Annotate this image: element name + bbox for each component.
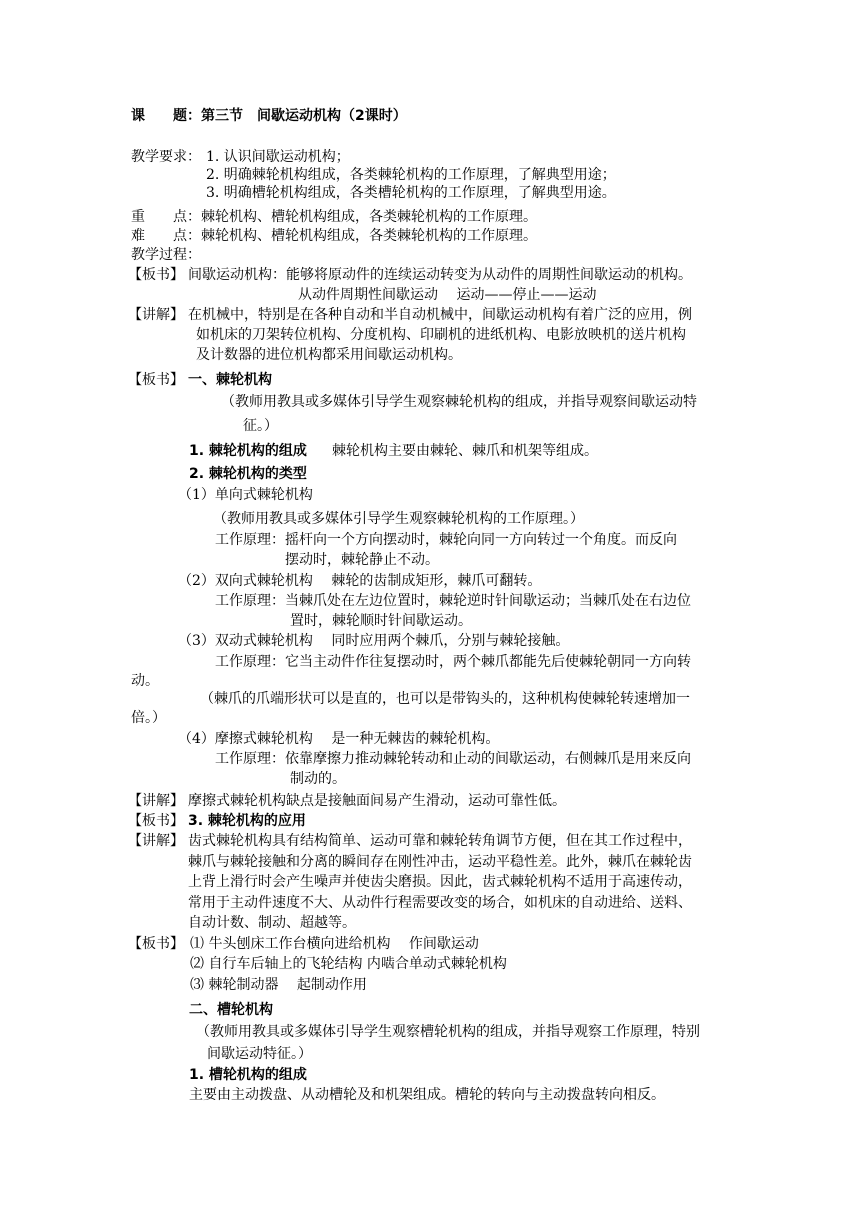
list-item: ⑵ 自行车后轴上的飞轮结构 内啮合单动式棘轮机构: [190, 956, 507, 972]
text-line: 置时，棘轮顺时针间歇运动。: [290, 613, 472, 629]
text-line: （1）单向式棘轮机构: [178, 487, 313, 503]
section-heading: 一、棘轮机构: [188, 372, 272, 388]
text-line: 动。: [131, 673, 159, 689]
text-line: （教师用教具或多媒体引导学生观察槽轮机构的组成，并指导观察工作原理，特别: [196, 1024, 700, 1040]
subheading: 2. 棘轮机构的类型: [189, 466, 307, 482]
text-line: 在机械中，特别是在各种自动和半自动机械中，间歇运动机构有着广泛的应用，例: [188, 307, 692, 323]
text-line: （棘爪的爪端形状可以是直的，也可以是带钩头的，这种机构使棘轮转速增加一: [200, 691, 690, 707]
difficult-points: 难 点：棘轮机构、槽轮机构组成，各类棘轮机构的工作原理。: [131, 228, 537, 244]
lesson-title: 课 题：第三节 间歇运动机构（2课时）: [131, 108, 407, 124]
text-line: 主要由主动拨盘、从动槽轮及和机架组成。槽轮的转向与主动拨盘转向相反。: [189, 1087, 665, 1103]
list-item: ⑶ 棘轮制动器 起制动作用: [190, 977, 367, 993]
section-heading: 二、槽轮机构: [189, 1002, 273, 1018]
text-line: （教师用教具或多媒体引导学生观察棘轮机构的组成，并指导观察间歇运动特: [221, 394, 697, 410]
text-line: 工作原理：它当主动件作往复摆动时，两个棘爪都能先后使棘轮朝同一方向转: [215, 654, 691, 670]
text-line: 摆动时，棘轮静止不动。: [285, 552, 439, 568]
process-label: 教学过程：: [131, 247, 201, 263]
section-tag: 【板书】: [128, 372, 184, 388]
requirements-label: 教学要求：: [131, 149, 201, 165]
text-line: 棘轮机构主要由棘轮、棘爪和机架等组成。: [332, 443, 598, 459]
text-line: 常用于主动件速度不大、从动件行程需要改变的场合，如机床的自动进给、送料、: [188, 895, 692, 911]
text-line: 工作原理：依靠摩擦力推动棘轮转动和止动的间歇运动，右侧棘爪是用来反向: [215, 751, 691, 767]
list-item: ⑴ 牛头刨床工作台横向进给机构 作间歇运动: [190, 936, 479, 952]
subheading: 1. 槽轮机构的组成: [189, 1067, 307, 1083]
text-line: 制动的。: [290, 771, 346, 787]
requirement-item: 3. 明确槽轮机构组成，各类槽轮机构的工作原理，了解典型用途。: [206, 185, 616, 201]
text-line: 如机床的刀架转位机构、分度机构、印刷机的进纸机构、电影放映机的送片机构: [196, 327, 686, 343]
text-line: 工作原理：当棘爪处在左边位置时，棘轮逆时针间歇运动；当棘爪处在右边位: [215, 593, 691, 609]
section-tag: 【讲解】: [128, 833, 184, 849]
text-line: 间歇运动特征。）: [207, 1046, 312, 1062]
section-tag: 【板书】: [128, 267, 184, 283]
text-line: 上背上滑行时会产生噪声并使齿尖磨损。因此，齿式棘轮机构不适用于高速传动，: [188, 874, 692, 890]
text-line: 及计数器的进位机构都采用间歇运动机构。: [196, 347, 462, 363]
text-line: （2）双向式棘轮机构 棘轮的齿制成矩形，棘爪可翻转。: [178, 573, 542, 589]
text-line: 棘爪与棘轮接触和分离的瞬间存在刚性冲击，运动平稳性差。此外，棘爪在棘轮齿: [188, 854, 692, 870]
text-line: （4）摩擦式棘轮机构 是一种无棘齿的棘轮机构。: [178, 731, 500, 747]
text-line: （教师用教具或多媒体引导学生观察棘轮机构的工作原理。）: [213, 511, 584, 527]
text-line: 齿式棘轮机构具有结构简单、运动可靠和棘轮转角调节方便，但在其工作过程中，: [188, 833, 692, 849]
section-tag: 【板书】: [128, 813, 184, 829]
text-line: 摩擦式棘轮机构缺点是接触面间易产生滑动，运动可靠性低。: [188, 793, 566, 809]
text-line: 从动件周期性间歇运动 运动——停止——运动: [298, 287, 597, 303]
section-tag: 【讲解】: [128, 793, 184, 809]
key-points: 重 点：棘轮机构、槽轮机构组成，各类棘轮机构的工作原理。: [131, 209, 537, 225]
text-line: 征。）: [243, 418, 278, 434]
text-line: （3）双动式棘轮机构 同时应用两个棘爪，分别与棘轮接触。: [178, 633, 570, 649]
text-line: 间歇运动机构：能够将原动件的连续运动转变为从动件的周期性间歇运动的机构。: [188, 267, 692, 283]
requirement-item: 1. 认识间歇运动机构；: [206, 149, 350, 165]
text-line: 倍。）: [131, 710, 166, 726]
subheading: 3. 棘轮机构的应用: [188, 813, 306, 829]
text-line: 工作原理：摇杆向一个方向摆动时，棘轮向同一方向转过一个角度。而反向: [215, 532, 677, 548]
section-tag: 【讲解】: [128, 307, 184, 323]
text-line: 自动计数、制动、超越等。: [188, 915, 356, 931]
section-tag: 【板书】: [128, 936, 184, 952]
requirement-item: 2. 明确棘轮机构组成，各类棘轮机构的工作原理，了解典型用途；: [206, 167, 616, 183]
subheading: 1. 棘轮机构的组成: [189, 443, 307, 459]
